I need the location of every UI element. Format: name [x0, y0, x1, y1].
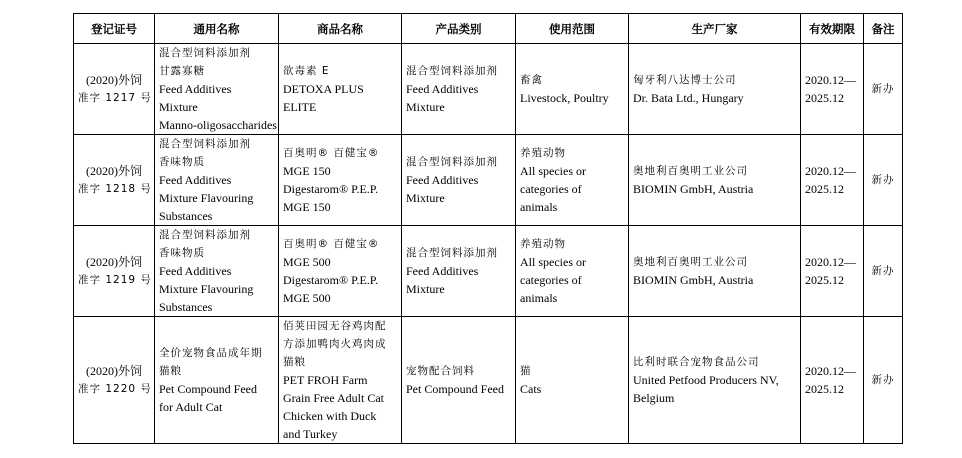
cell-manufacturer — [629, 44, 801, 135]
cell-line: 新办 — [871, 374, 895, 386]
header-generic-name: 通用名称 — [155, 14, 279, 44]
cell-line: 2025.12 — [805, 382, 844, 396]
cell-generic-name — [155, 44, 279, 135]
cell-line: 佰荚田园无谷鸡肉配 — [283, 320, 387, 332]
cell-scope — [516, 44, 629, 135]
cell-category — [402, 44, 516, 135]
cell-reg-no — [74, 317, 155, 444]
cell-line: 新办 — [871, 265, 895, 277]
cell-line: 养殖动物 — [520, 147, 566, 159]
cell-line: 新办 — [871, 174, 895, 186]
cell-line: Mixture Flavouring — [159, 191, 254, 205]
cell-line: 甘露寡糖 — [159, 65, 205, 77]
cell-line: Grain Free Adult Cat — [283, 391, 384, 405]
table-row — [74, 226, 903, 317]
cell-line: (2020)外饲 — [86, 164, 142, 178]
cell-line: Dr. Bata Ltd., Hungary — [633, 91, 744, 105]
cell-manufacturer — [629, 135, 801, 226]
cell-line: ELITE — [283, 100, 317, 114]
cell-generic-name — [155, 135, 279, 226]
cell-line: 畜禽 — [520, 74, 543, 86]
cell-line: Feed Additives — [159, 173, 232, 187]
cell-line: 香味物质 — [159, 156, 205, 168]
cell-line: 猫粮 — [283, 356, 306, 368]
cell-line: Digestarom® P.E.P. — [283, 273, 379, 287]
cell-line: Digestarom® P.E.P. — [283, 182, 379, 196]
cell-category — [402, 226, 516, 317]
cell-line: MGE 150 — [283, 164, 331, 178]
cell-line: (2020)外饲 — [86, 255, 142, 269]
cell-remark — [864, 44, 903, 135]
cell-line: 准字 1218 号 — [78, 183, 152, 195]
cell-validity — [801, 44, 864, 135]
cell-line: All species or — [520, 164, 586, 178]
cell-line: 混合型饲料添加剂 — [406, 156, 498, 168]
cell-reg-no — [74, 44, 155, 135]
cell-generic-name — [155, 317, 279, 444]
cell-line: 2025.12 — [805, 182, 844, 196]
cell-line: Manno-oligosaccharides — [159, 118, 277, 132]
cell-line: PET FROH Farm — [283, 373, 368, 387]
cell-line: DETOXA PLUS — [283, 82, 364, 96]
cell-line: 养殖动物 — [520, 238, 566, 250]
cell-validity — [801, 135, 864, 226]
cell-reg-no — [74, 226, 155, 317]
cell-line: Livestock, Poultry — [520, 91, 609, 105]
cell-validity — [801, 226, 864, 317]
cell-product-name — [279, 44, 402, 135]
cell-line: (2020)外饲 — [86, 73, 142, 87]
cell-line: categories of — [520, 273, 582, 287]
cell-line: MGE 500 — [283, 291, 331, 305]
cell-line: 准字 1220 号 — [78, 383, 152, 395]
cell-line: Feed Additives — [159, 264, 232, 278]
cell-line: 2025.12 — [805, 91, 844, 105]
cell-scope — [516, 226, 629, 317]
cell-line: Feed Additives — [406, 173, 479, 187]
cell-line: Feed Additives — [406, 82, 479, 96]
header-category: 产品类别 — [402, 14, 516, 44]
cell-line: Feed Additives — [159, 82, 232, 96]
cell-line: animals — [520, 291, 558, 305]
cell-line: BIOMIN GmbH, Austria — [633, 182, 754, 196]
cell-line: 奥地利百奥明工业公司 — [633, 165, 748, 177]
cell-line: 奥地利百奥明工业公司 — [633, 256, 748, 268]
cell-line: Mixture — [159, 100, 198, 114]
cell-validity — [801, 317, 864, 444]
header-product-name: 商品名称 — [279, 14, 402, 44]
cell-line: 香味物质 — [159, 247, 205, 259]
cell-line: 欲毒素 E — [283, 65, 330, 77]
cell-line: Pet Compound Feed — [406, 382, 504, 396]
cell-line: 2025.12 — [805, 273, 844, 287]
cell-line: 全价宠物食品成年期 — [159, 347, 263, 359]
cell-product-name — [279, 317, 402, 444]
header-scope: 使用范围 — [516, 14, 629, 44]
cell-line: United Petfood Producers NV, — [633, 373, 779, 387]
cell-line: 混合型饲料添加剂 — [406, 247, 498, 259]
cell-line: 混合型饲料添加剂 — [159, 47, 251, 59]
cell-line: Chicken with Duck — [283, 409, 377, 423]
cell-line: MGE 150 — [283, 200, 331, 214]
cell-line: 宠物配合饲料 — [406, 365, 475, 377]
header-manufacturer: 生产厂家 — [629, 14, 801, 44]
cell-line: 猫粮 — [159, 365, 182, 377]
cell-remark — [864, 135, 903, 226]
cell-remark — [864, 317, 903, 444]
cell-line: 2020.12— — [805, 255, 856, 269]
registration-table — [73, 13, 903, 444]
cell-line: categories of — [520, 182, 582, 196]
cell-line: Cats — [520, 382, 542, 396]
table-row — [74, 317, 903, 444]
cell-line: (2020)外饲 — [86, 364, 142, 378]
cell-line: Pet Compound Feed — [159, 382, 257, 396]
cell-line: Substances — [159, 300, 213, 314]
cell-line: 2020.12— — [805, 73, 856, 87]
cell-category — [402, 317, 516, 444]
cell-line: 百奥明® 百健宝® — [283, 238, 380, 250]
cell-line: 新办 — [871, 83, 895, 95]
cell-product-name — [279, 135, 402, 226]
cell-line: and Turkey — [283, 427, 338, 441]
cell-line: 猫 — [520, 365, 532, 377]
header-row — [74, 14, 903, 44]
cell-line: Mixture — [406, 191, 445, 205]
cell-manufacturer — [629, 226, 801, 317]
cell-line: 混合型饲料添加剂 — [406, 65, 498, 77]
cell-line: for Adult Cat — [159, 400, 223, 414]
cell-line: 方添加鸭肉火鸡肉成 — [283, 338, 387, 350]
cell-line: 混合型饲料添加剂 — [159, 229, 251, 241]
cell-line: 百奥明® 百健宝® — [283, 147, 380, 159]
cell-line: 匈牙利八达博士公司 — [633, 74, 737, 86]
header-remark: 备注 — [864, 14, 903, 44]
header-validity: 有效期限 — [801, 14, 864, 44]
cell-line: 2020.12— — [805, 364, 856, 378]
cell-line: Mixture Flavouring — [159, 282, 254, 296]
cell-line: 准字 1219 号 — [78, 274, 152, 286]
cell-scope — [516, 135, 629, 226]
table-row — [74, 135, 903, 226]
cell-line: Mixture — [406, 282, 445, 296]
cell-line: 比利时联合宠物食品公司 — [633, 356, 760, 368]
table-row — [74, 44, 903, 135]
cell-category — [402, 135, 516, 226]
cell-reg-no — [74, 135, 155, 226]
cell-line: Mixture — [406, 100, 445, 114]
cell-line: Substances — [159, 209, 213, 223]
cell-remark — [864, 226, 903, 317]
cell-generic-name — [155, 226, 279, 317]
cell-line: 混合型饲料添加剂 — [159, 138, 251, 150]
cell-line: 准字 1217 号 — [78, 92, 152, 104]
cell-line: animals — [520, 200, 558, 214]
header-reg-no: 登记证号 — [74, 14, 155, 44]
cell-line: Belgium — [633, 391, 675, 405]
cell-product-name — [279, 226, 402, 317]
cell-manufacturer — [629, 317, 801, 444]
cell-scope — [516, 317, 629, 444]
cell-line: All species or — [520, 255, 586, 269]
cell-line: 2020.12— — [805, 164, 856, 178]
cell-line: Feed Additives — [406, 264, 479, 278]
cell-line: MGE 500 — [283, 255, 331, 269]
cell-line: BIOMIN GmbH, Austria — [633, 273, 754, 287]
